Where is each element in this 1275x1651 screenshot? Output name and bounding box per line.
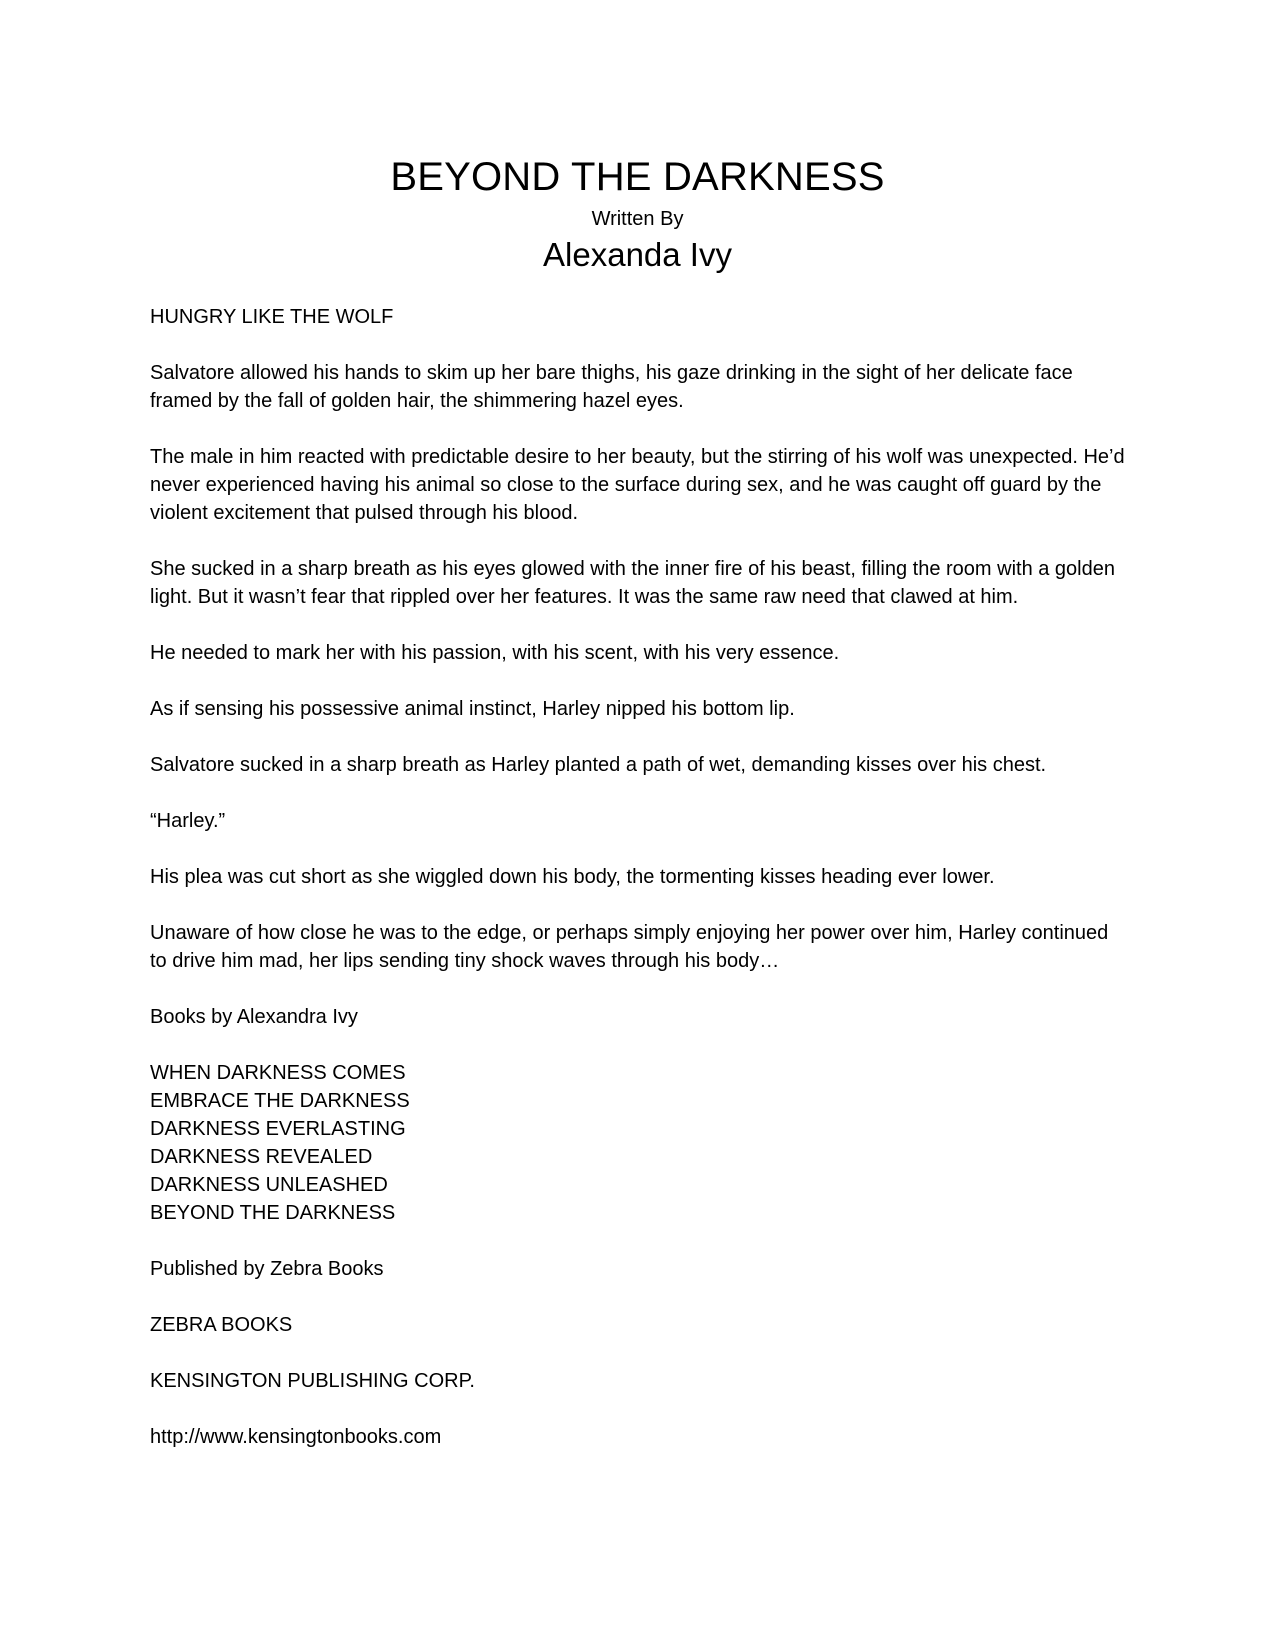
written-by-label: Written By bbox=[591, 208, 684, 230]
book-title: DARKNESS REVEALED bbox=[150, 1146, 373, 1168]
book-list bbox=[150, 1059, 1125, 1227]
paragraph: Salvatore allowed his hands to skim up her bare thighs, his gaze drinking in the sight of her delicate face framed by the fall of golden hair, the shimmering hazel eyes. bbox=[150, 362, 1073, 412]
paragraph: His plea was cut short as she wiggled down his body, the tormenting kisses heading ever lower. bbox=[150, 866, 995, 888]
published-by: Published by Zebra Books bbox=[150, 1258, 384, 1280]
paragraph: He needed to mark her with his passion, with his scent, with his very essence. bbox=[150, 642, 840, 664]
publisher-corp: KENSINGTON PUBLISHING CORP. bbox=[150, 1370, 475, 1392]
book-title: WHEN DARKNESS COMES bbox=[150, 1062, 406, 1084]
book-title: BEYOND THE DARKNESS bbox=[150, 1202, 396, 1224]
document-title: BEYOND THE DARKNESS bbox=[390, 155, 885, 199]
paragraph: Salvatore sucked in a sharp breath as Harley planted a path of wet, demanding kisses over his chest. bbox=[150, 754, 1047, 776]
paragraph: She sucked in a sharp breath as his eyes glowed with the inner fire of his beast, filling the room with a golden light. But it wasn’t fear that rippled over her features. It was the same raw need that clawed at him. bbox=[150, 558, 1115, 608]
book-title: DARKNESS UNLEASHED bbox=[150, 1174, 388, 1196]
section-heading: HUNGRY LIKE THE WOLF bbox=[150, 306, 394, 328]
document-body bbox=[150, 303, 1125, 1479]
books-by-heading: Books by Alexandra Ivy bbox=[150, 1006, 358, 1028]
publisher-url: http://www.kensingtonbooks.com bbox=[150, 1426, 442, 1448]
paragraph: “Harley.” bbox=[150, 810, 226, 832]
author-name: Alexanda Ivy bbox=[543, 236, 732, 273]
paragraph: The male in him reacted with predictable desire to her beauty, but the stirring of his wolf was unexpected. He’d never experienced having his animal so close to the surface during sex, and he was caught off guard by the violent excitement that pulsed through his blood. bbox=[150, 446, 1125, 524]
paragraph: As if sensing his possessive animal instinct, Harley nipped his bottom lip. bbox=[150, 698, 795, 720]
paragraph: Unaware of how close he was to the edge, or perhaps simply enjoying her power over him, Harley continued to drive him mad, her lips sending tiny shock waves through his body… bbox=[150, 922, 1109, 972]
book-title: EMBRACE THE DARKNESS bbox=[150, 1090, 410, 1112]
publisher-imprint: ZEBRA BOOKS bbox=[150, 1314, 293, 1336]
book-title: DARKNESS EVERLASTING bbox=[150, 1118, 406, 1140]
